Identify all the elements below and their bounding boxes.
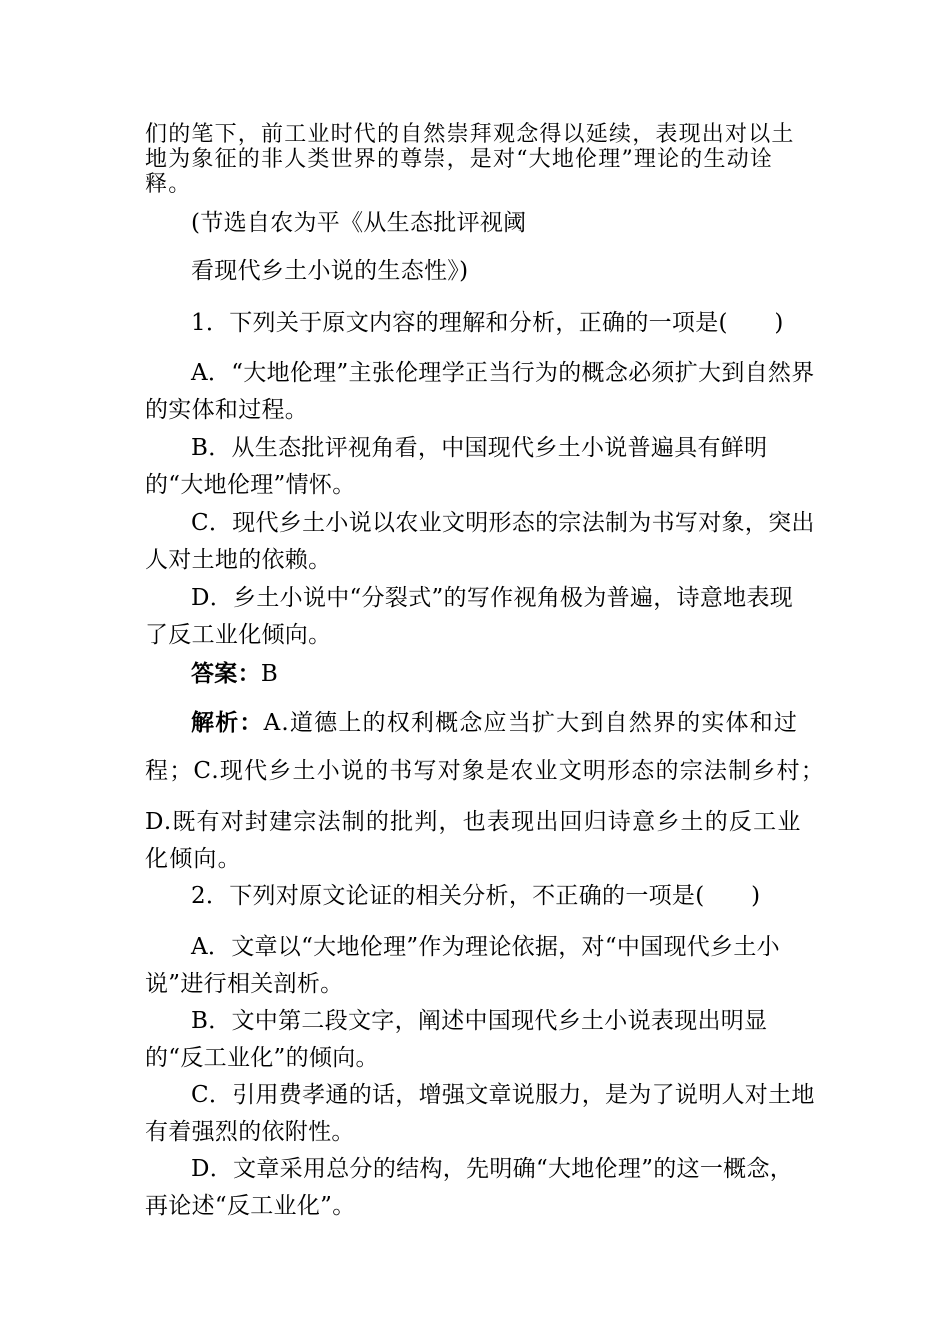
- source-citation-line-2: 看现代乡土小说的生态性》): [191, 258, 469, 284]
- passage-end-paragraph: 们的笔下，前工业时代的自然崇拜观念得以延续，表现出对以土地为象征的非人类世界的尊崇，是对“大地伦理”理论的生动诠释。: [145, 122, 795, 197]
- question-2-option-d: D．文章采用总分的结构，先明确“大地伦理”的这一概念，再论述“反工业化”。: [145, 1156, 794, 1219]
- question-1-option-d: D．乡土小说中“分裂式”的写作视角极为普遍，诗意地表现了反工业化倾向。: [145, 585, 794, 648]
- question-1-analysis: [145, 704, 815, 742]
- question-2-option-b: B．文中第二段文字，阐述中国现代乡土小说表现出明显的“反工业化”的倾向。: [145, 1008, 768, 1071]
- answer-label: 答案：: [191, 660, 261, 687]
- question-1-stem: 1．下列关于原文内容的理解和分析，正确的一项是( ): [191, 310, 784, 336]
- analysis-line-3: D.既有对封建宗法制的批判，也表现出回归诗意乡土的反工业化倾向。: [145, 809, 802, 872]
- analysis-label: 解析：: [191, 709, 264, 736]
- question-2-stem: 2．下列对原文论证的相关分析，不正确的一项是( ): [191, 883, 761, 909]
- question-1-answer: [145, 655, 815, 693]
- analysis-line-2: 程；C.现代乡土小说的书写对象是农业文明形态的宗法制乡村；: [145, 758, 825, 784]
- source-citation-line-1: (节选自农为平《从生态批评视阈: [191, 210, 527, 236]
- question-1-option-a: A．“大地伦理”主张伦理学正当行为的概念必须扩大到自然界的实体和过程。: [145, 360, 815, 423]
- analysis-line-1: A.道德上的权利概念应当扩大到自然界的实体和过: [263, 710, 799, 736]
- question-1-option-c: C．现代乡土小说以农业文明形态的宗法制为书写对象，突出人对土地的依赖。: [145, 510, 815, 573]
- question-2-option-c: C．引用费孝通的话，增强文章说服力，是为了说明人对土地有着强烈的依附性。: [145, 1082, 815, 1145]
- question-2-option-a: A．文章以“大地伦理”作为理论依据，对“中国现代乡土小说”进行相关剖析。: [145, 934, 780, 997]
- answer-value: B: [260, 661, 279, 687]
- question-1-option-b: B．从生态批评视角看，中国现代乡土小说普遍具有鲜明的“大地伦理”情怀。: [145, 435, 768, 498]
